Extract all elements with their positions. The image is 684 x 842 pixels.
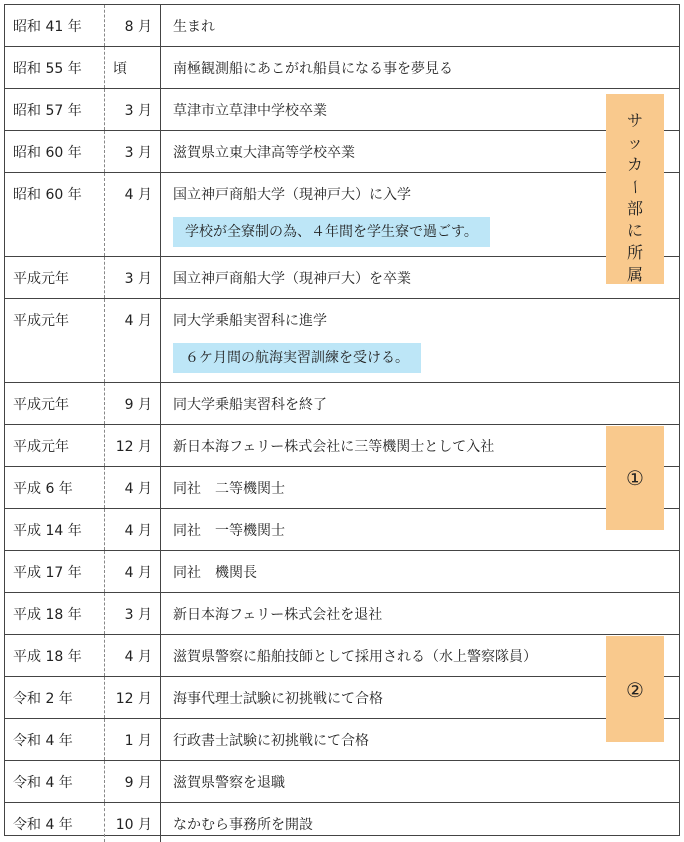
month-cell: [105, 173, 161, 256]
era-cell: [5, 719, 105, 760]
soccer-club-char: ッ: [626, 133, 643, 152]
event-text: 同社 二等機関士: [173, 481, 285, 497]
event-text: 草津市立草津中学校卒業: [173, 103, 327, 119]
soccer-club-char: 部: [626, 199, 643, 218]
era-text: 平成 14 年: [13, 523, 82, 539]
era-cell: [5, 761, 105, 802]
event-text: 海事代理士試験に初挑戦にて合格: [173, 691, 383, 707]
table-row: [5, 761, 679, 803]
table-row: [5, 635, 679, 677]
event-cell: [161, 89, 679, 130]
table-row: [5, 803, 679, 842]
era-cell: [5, 5, 105, 46]
event-cell: [161, 425, 679, 466]
event-cell: [161, 131, 679, 172]
era-text: 令和 2 年: [13, 691, 73, 707]
month-cell: [105, 509, 161, 550]
event-cell: [161, 803, 679, 842]
era-cell: [5, 173, 105, 256]
event-text: 同社 一等機関士: [173, 523, 285, 539]
table-row: [5, 425, 679, 467]
era-text: 昭和 57 年: [13, 103, 82, 119]
event-cell: [161, 299, 679, 382]
table-row: [5, 89, 679, 131]
month-cell: [105, 89, 161, 130]
era-cell: [5, 593, 105, 634]
soccer-club-label: [606, 94, 664, 284]
month-text: 8 月: [124, 19, 152, 35]
period-marker-2: [606, 636, 664, 742]
era-text: 令和 4 年: [13, 775, 73, 791]
month-text: 4 月: [124, 649, 152, 665]
era-text: 平成 18 年: [13, 607, 82, 623]
month-text: 9 月: [124, 397, 152, 413]
era-cell: [5, 131, 105, 172]
event-cell: [161, 593, 679, 634]
month-text: 10 月: [115, 817, 152, 833]
period-marker-1: [606, 426, 664, 530]
table-row: [5, 719, 679, 761]
month-cell: [105, 719, 161, 760]
month-text: 3 月: [124, 103, 152, 119]
event-text: 国立神戸商船大学（現神戸大）に入学: [173, 187, 411, 203]
month-cell: [105, 425, 161, 466]
era-text: 平成元年: [13, 439, 69, 455]
era-text: 平成 6 年: [13, 481, 73, 497]
era-cell: [5, 257, 105, 298]
event-note: 学校が全寮制の為、４年間を学生寮で過ごす。: [173, 217, 490, 247]
era-text: 令和 4 年: [13, 733, 73, 749]
event-text: 滋賀県警察を退職: [173, 775, 285, 791]
period-marker-2-label: ②: [626, 678, 644, 702]
event-text: 新日本海フェリー株式会社に三等機関士として入社: [173, 439, 495, 455]
era-cell: [5, 635, 105, 676]
event-note: ６ケ月間の航海実習訓練を受ける。: [173, 343, 421, 373]
month-text: 1 月: [124, 733, 152, 749]
era-text: 平成元年: [13, 313, 69, 329]
event-text: 生まれ: [173, 19, 215, 35]
era-text: 平成 18 年: [13, 649, 82, 665]
era-text: 令和 4 年: [13, 817, 73, 833]
table-row: [5, 5, 679, 47]
month-cell: [105, 803, 161, 842]
event-cell: [161, 47, 679, 88]
event-text: 南極観測船にあこがれ船員になる事を夢見る: [173, 61, 453, 77]
era-text: 昭和 60 年: [13, 145, 82, 161]
month-cell: [105, 131, 161, 172]
era-cell: [5, 299, 105, 382]
era-cell: [5, 509, 105, 550]
table-row: [5, 47, 679, 89]
period-marker-1-label: ①: [626, 466, 644, 490]
table-row: [5, 257, 679, 299]
event-cell: [161, 761, 679, 802]
month-cell: [105, 299, 161, 382]
table-row: [5, 509, 679, 551]
month-cell: [105, 677, 161, 718]
career-timeline-table: [4, 4, 680, 836]
soccer-club-char: サ: [626, 111, 643, 130]
era-text: 昭和 60 年: [13, 187, 82, 203]
event-cell: [161, 383, 679, 424]
event-text: 同社 機関長: [173, 565, 257, 581]
soccer-club-char: 属: [626, 265, 643, 284]
event-text: 同大学乗船実習科に進学: [173, 313, 327, 329]
event-cell: [161, 551, 679, 592]
month-cell: [105, 593, 161, 634]
event-cell: [161, 719, 679, 760]
event-cell: [161, 5, 679, 46]
era-cell: [5, 425, 105, 466]
table-row: [5, 593, 679, 635]
month-text: 頃: [113, 61, 127, 77]
soccer-club-char: 所: [626, 243, 643, 262]
month-cell: [105, 551, 161, 592]
event-text: 国立神戸商船大学（現神戸大）を卒業: [173, 271, 411, 287]
soccer-club-char: カ: [626, 155, 643, 174]
era-cell: [5, 467, 105, 508]
month-text: 9 月: [124, 775, 152, 791]
era-cell: [5, 677, 105, 718]
era-cell: [5, 47, 105, 88]
month-cell: [105, 635, 161, 676]
era-cell: [5, 383, 105, 424]
month-text: 3 月: [124, 607, 152, 623]
month-text: 12 月: [115, 691, 152, 707]
soccer-club-char: に: [626, 221, 643, 240]
month-text: 4 月: [124, 565, 152, 581]
era-text: 平成元年: [13, 397, 69, 413]
era-text: 平成 17 年: [13, 565, 82, 581]
event-text: なかむら事務所を開設: [173, 817, 313, 833]
event-cell: [161, 257, 679, 298]
era-text: 昭和 41 年: [13, 19, 82, 35]
month-cell: [105, 761, 161, 802]
month-text: 3 月: [124, 271, 152, 287]
soccer-club-text: [606, 110, 664, 286]
month-cell: [105, 383, 161, 424]
month-cell: [105, 257, 161, 298]
month-text: 4 月: [124, 313, 152, 329]
era-cell: [5, 551, 105, 592]
month-text: 4 月: [124, 523, 152, 539]
table-row: [5, 677, 679, 719]
event-cell: [161, 467, 679, 508]
era-cell: [5, 89, 105, 130]
table-row: [5, 383, 679, 425]
table-row: [5, 173, 679, 257]
event-text: 滋賀県警察に船舶技師として採用される（水上警察隊員）: [173, 649, 537, 665]
event-cell: [161, 677, 679, 718]
event-text: 行政書士試験に初挑戦にて合格: [173, 733, 369, 749]
event-cell: [161, 635, 679, 676]
table-row: [5, 551, 679, 593]
era-cell: [5, 803, 105, 842]
month-cell: [105, 5, 161, 46]
event-text: 滋賀県立東大津高等学校卒業: [173, 145, 355, 161]
month-text: 12 月: [115, 439, 152, 455]
table-row: [5, 467, 679, 509]
table-row: [5, 131, 679, 173]
month-text: 3 月: [124, 145, 152, 161]
era-text: 昭和 55 年: [13, 61, 82, 77]
table-row: [5, 299, 679, 383]
soccer-club-char: ー: [626, 178, 645, 195]
event-text: 同大学乗船実習科を終了: [173, 397, 327, 413]
event-text: 新日本海フェリー株式会社を退社: [173, 607, 383, 623]
month-text: 4 月: [124, 187, 152, 203]
month-cell: [105, 467, 161, 508]
month-text: 4 月: [124, 481, 152, 497]
era-text: 平成元年: [13, 271, 69, 287]
event-cell: [161, 173, 679, 256]
event-cell: [161, 509, 679, 550]
month-cell: [105, 47, 161, 88]
